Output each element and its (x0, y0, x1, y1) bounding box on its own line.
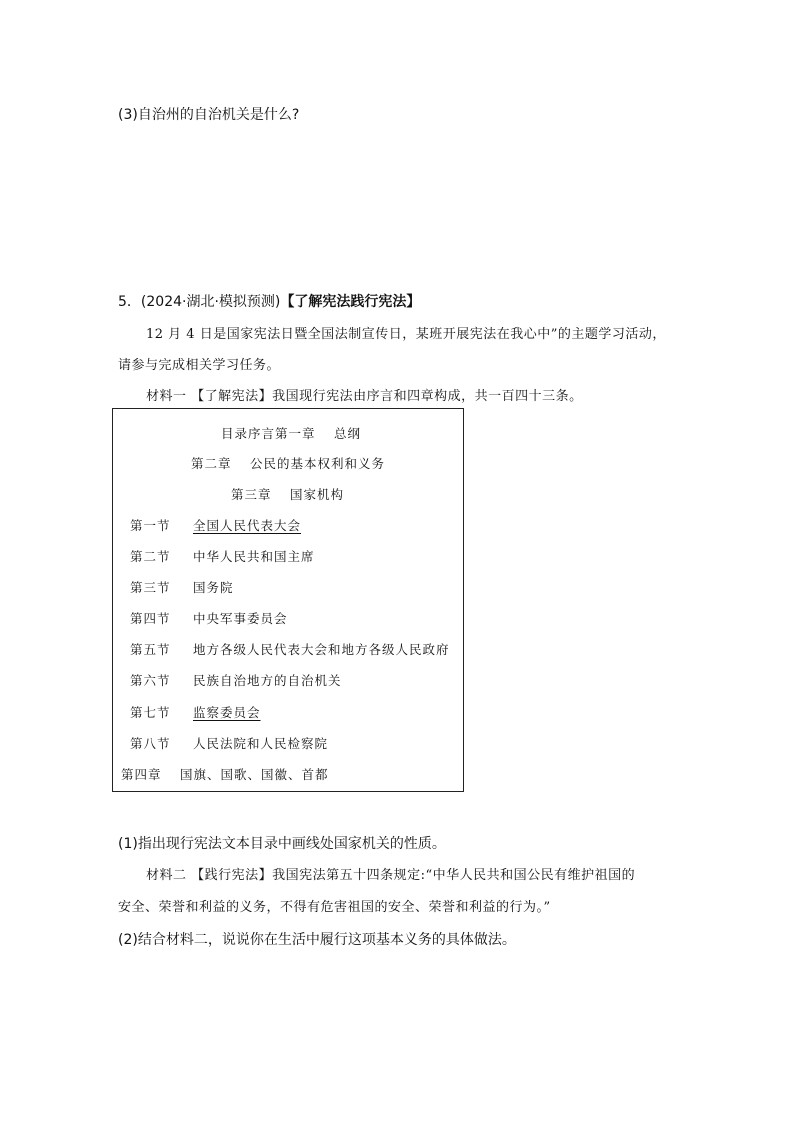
toc-section-title: 中央军事委员会 (193, 611, 288, 626)
toc-line-2: 第二章 公民的基本权利和义务 (191, 456, 385, 471)
toc-section-title: 监察委员会 (193, 705, 261, 720)
toc-section-title: 中华人民共和国主席 (193, 549, 315, 564)
question-5-header (118, 291, 420, 311)
toc-section-number: 第八节 (130, 736, 171, 751)
material-2-line-1: 材料二 【践行宪法】我国宪法第五十四条规定:“中华人民共和国公民有维护祖国的 (146, 868, 636, 883)
toc-section-number: 第四节 (130, 611, 171, 626)
toc-section-number: 第一节 (130, 518, 171, 533)
toc-section-title: 全国人民代表大会 (193, 518, 302, 533)
question-source: (2024·湖北·模拟预测) (140, 294, 281, 310)
intro-line-2: 请参与完成相关学习任务。 (118, 358, 281, 373)
toc-section-title: 地方各级人民代表大会和地方各级人民政府 (193, 642, 450, 657)
toc-section-number: 第七节 (130, 705, 171, 720)
sub-question-2: (2)结合材料二，说说你在生活中履行这项基本义务的具体做法。 (118, 932, 516, 948)
toc-section-title: 国务院 (193, 580, 234, 595)
question-3-top: (3)自治州的自治机关是什么? (118, 107, 300, 123)
toc-section-number: 第三节 (130, 580, 171, 595)
toc-section-title: 民族自治地方的自治机关 (193, 673, 342, 688)
intro-line-1: 12 月 4 日是国家宪法日暨全国法制宣传日，某班开展宪法在我心中”的主题学习活动， (146, 327, 666, 342)
question-number: 5． (118, 294, 141, 310)
toc-line-1: 目录序言第一章 总纲 (221, 426, 361, 441)
toc-section-number: 第五节 (130, 642, 171, 657)
sub-question-1: (1)指出现行宪法文本目录中画线处国家机关的性质。 (118, 836, 446, 852)
constitution-table-of-contents (112, 408, 464, 792)
question-title: 【了解宪法践行宪法】 (280, 294, 421, 310)
toc-section-number: 第二节 (130, 549, 171, 564)
toc-section-number: 第六节 (130, 673, 171, 688)
toc-chapter-4: 第四章 国旗、国歌、国徽、首都 (121, 767, 329, 782)
toc-line-3: 第三章 国家机构 (231, 487, 344, 502)
material-1: 材料一 【了解宪法】我国现行宪法由序言和四章构成，共一百四十三条。 (146, 389, 583, 404)
material-2-line-2: 安全、荣誉和利益的义务，不得有危害祖国的安全、荣誉和利益的行为。” (118, 900, 551, 915)
toc-section-title: 人民法院和人民检察院 (193, 736, 329, 751)
